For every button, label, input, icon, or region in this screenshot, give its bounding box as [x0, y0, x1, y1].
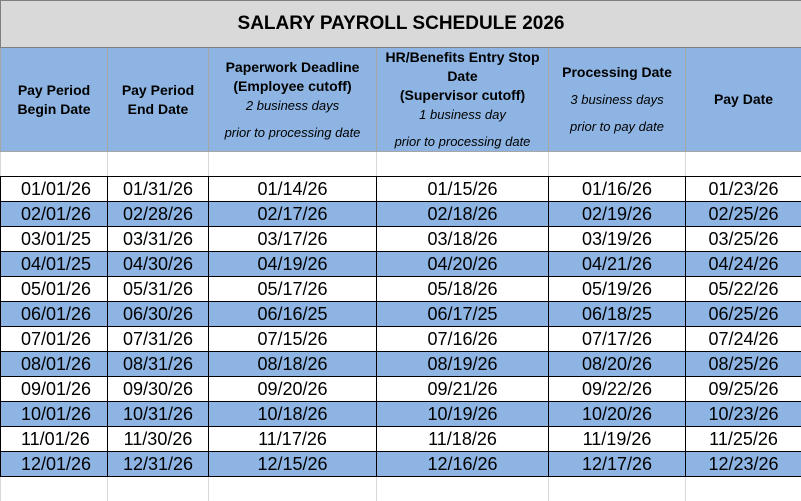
blank-cell[interactable] [1, 152, 108, 177]
begin-date-cell[interactable]: 04/01/25 [1, 252, 108, 277]
hr-stop-date-cell[interactable]: 03/18/26 [377, 227, 549, 252]
hr-stop-date-cell[interactable]: 11/18/26 [377, 427, 549, 452]
end-date-cell[interactable]: 05/31/26 [108, 277, 209, 302]
begin-date-cell[interactable]: 12/01/26 [1, 452, 108, 477]
end-date-cell[interactable]: 08/31/26 [108, 352, 209, 377]
end-date-cell[interactable]: 07/31/26 [108, 327, 209, 352]
blank-cell[interactable] [377, 152, 549, 177]
processing-date-cell[interactable]: 11/19/26 [549, 427, 686, 452]
blank-cell[interactable] [108, 152, 209, 177]
paperwork-deadline-cell[interactable]: 11/17/26 [209, 427, 377, 452]
pay-date-cell[interactable]: 12/23/26 [686, 452, 801, 477]
blank-cell[interactable] [686, 477, 801, 501]
pay-date-cell[interactable]: 11/25/26 [686, 427, 801, 452]
table-row [1, 402, 801, 427]
table-row [1, 427, 801, 452]
hr-stop-date-cell[interactable]: 05/18/26 [377, 277, 549, 302]
header-paperwork-note2: prior to processing date [209, 123, 376, 142]
hr-stop-date-cell[interactable]: 07/16/26 [377, 327, 549, 352]
hr-stop-date-cell[interactable]: 09/21/26 [377, 377, 549, 402]
hr-stop-date-cell[interactable]: 02/18/26 [377, 202, 549, 227]
pay-date-cell[interactable]: 09/25/26 [686, 377, 801, 402]
table-row [1, 352, 801, 377]
begin-date-cell[interactable]: 02/01/26 [1, 202, 108, 227]
processing-date-cell[interactable]: 07/17/26 [549, 327, 686, 352]
hr-stop-date-cell[interactable]: 01/15/26 [377, 177, 549, 202]
sheet-title[interactable]: SALARY PAYROLL SCHEDULE 2026 [1, 1, 801, 48]
paperwork-deadline-cell[interactable]: 01/14/26 [209, 177, 377, 202]
table-row [1, 302, 801, 327]
blank-cell[interactable] [377, 477, 549, 501]
header-row [1, 48, 801, 152]
table-row [1, 202, 801, 227]
processing-date-cell[interactable]: 09/22/26 [549, 377, 686, 402]
paperwork-deadline-cell[interactable]: 08/18/26 [209, 352, 377, 377]
blank-cell[interactable] [209, 152, 377, 177]
header-hr-note2: prior to processing date [377, 132, 548, 151]
paperwork-deadline-cell[interactable]: 03/17/26 [209, 227, 377, 252]
paperwork-deadline-cell[interactable]: 04/19/26 [209, 252, 377, 277]
header-end-date[interactable] [108, 48, 209, 152]
begin-date-cell[interactable]: 07/01/26 [1, 327, 108, 352]
header-processing-title: Processing Date [549, 63, 685, 82]
header-hr-subtitle: (Supervisor cutoff) [377, 86, 548, 105]
table-row [1, 327, 801, 352]
processing-date-cell[interactable]: 04/21/26 [549, 252, 686, 277]
paperwork-deadline-cell[interactable]: 12/15/26 [209, 452, 377, 477]
begin-date-cell[interactable]: 08/01/26 [1, 352, 108, 377]
end-date-cell[interactable]: 09/30/26 [108, 377, 209, 402]
processing-date-cell[interactable]: 10/20/26 [549, 402, 686, 427]
end-date-cell[interactable]: 11/30/26 [108, 427, 209, 452]
pay-date-cell[interactable]: 01/23/26 [686, 177, 801, 202]
blank-cell[interactable] [108, 477, 209, 501]
end-date-cell[interactable]: 02/28/26 [108, 202, 209, 227]
hr-stop-date-cell[interactable]: 04/20/26 [377, 252, 549, 277]
begin-date-cell[interactable]: 05/01/26 [1, 277, 108, 302]
hr-stop-date-cell[interactable]: 06/17/25 [377, 302, 549, 327]
begin-date-cell[interactable]: 06/01/26 [1, 302, 108, 327]
processing-date-cell[interactable]: 12/17/26 [549, 452, 686, 477]
begin-date-cell[interactable]: 09/01/26 [1, 377, 108, 402]
begin-date-cell[interactable]: 11/01/26 [1, 427, 108, 452]
blank-cell[interactable] [1, 477, 108, 501]
hr-stop-date-cell[interactable]: 08/19/26 [377, 352, 549, 377]
header-begin-date[interactable] [1, 48, 108, 152]
end-date-cell[interactable]: 12/31/26 [108, 452, 209, 477]
hr-stop-date-cell[interactable]: 12/16/26 [377, 452, 549, 477]
blank-cell[interactable] [549, 152, 686, 177]
begin-date-cell[interactable]: 01/01/26 [1, 177, 108, 202]
table-row [1, 252, 801, 277]
paperwork-deadline-cell[interactable]: 05/17/26 [209, 277, 377, 302]
header-hr-title: HR/Benefits Entry Stop Date [377, 48, 548, 86]
header-paperwork-deadline[interactable] [209, 48, 377, 152]
begin-date-cell[interactable]: 10/01/26 [1, 402, 108, 427]
header-hr-stop-date[interactable] [377, 48, 549, 152]
processing-date-cell[interactable]: 05/19/26 [549, 277, 686, 302]
blank-cell[interactable] [549, 477, 686, 501]
begin-date-cell[interactable]: 03/01/25 [1, 227, 108, 252]
header-begin-label: Pay Period Begin Date [1, 81, 107, 119]
blank-cell[interactable] [209, 477, 377, 501]
hr-stop-date-cell[interactable]: 10/19/26 [377, 402, 549, 427]
pay-date-cell[interactable]: 06/25/26 [686, 302, 801, 327]
pay-date-cell[interactable]: 04/24/26 [686, 252, 801, 277]
trailing-blank-row [1, 477, 801, 501]
table-row [1, 452, 801, 477]
paperwork-deadline-cell[interactable]: 10/18/26 [209, 402, 377, 427]
pay-date-cell[interactable]: 02/25/26 [686, 202, 801, 227]
header-processing-note2: prior to pay date [549, 117, 685, 136]
header-hr-note1: 1 business day [377, 105, 548, 124]
table-row [1, 177, 801, 202]
header-processing-date[interactable] [549, 48, 686, 152]
header-paperwork-subtitle: (Employee cutoff) [209, 77, 376, 96]
end-date-cell[interactable]: 01/31/26 [108, 177, 209, 202]
pay-date-cell[interactable]: 08/25/26 [686, 352, 801, 377]
processing-date-cell[interactable]: 06/18/25 [549, 302, 686, 327]
processing-date-cell[interactable]: 02/19/26 [549, 202, 686, 227]
pay-date-cell[interactable]: 05/22/26 [686, 277, 801, 302]
paperwork-deadline-cell[interactable]: 07/15/26 [209, 327, 377, 352]
header-paperwork-title: Paperwork Deadline [209, 58, 376, 77]
processing-date-cell[interactable]: 03/19/26 [549, 227, 686, 252]
table-row [1, 277, 801, 302]
end-date-cell[interactable]: 03/31/26 [108, 227, 209, 252]
blank-row [1, 152, 801, 177]
blank-cell[interactable] [686, 152, 801, 177]
title-row [1, 1, 801, 48]
pay-date-cell[interactable]: 10/23/26 [686, 402, 801, 427]
header-processing-note1: 3 business days [549, 90, 685, 109]
processing-date-cell[interactable]: 01/16/26 [549, 177, 686, 202]
processing-date-cell[interactable]: 08/20/26 [549, 352, 686, 377]
pay-date-cell[interactable]: 07/24/26 [686, 327, 801, 352]
header-pay-date[interactable] [686, 48, 801, 152]
end-date-cell[interactable]: 04/30/26 [108, 252, 209, 277]
paperwork-deadline-cell[interactable]: 06/16/25 [209, 302, 377, 327]
pay-date-cell[interactable]: 03/25/26 [686, 227, 801, 252]
header-paperwork-note1: 2 business days [209, 96, 376, 115]
end-date-cell[interactable]: 06/30/26 [108, 302, 209, 327]
end-date-cell[interactable]: 10/31/26 [108, 402, 209, 427]
table-row [1, 377, 801, 402]
header-pay-label: Pay Date [686, 90, 801, 109]
paperwork-deadline-cell[interactable]: 02/17/26 [209, 202, 377, 227]
header-end-label: Pay Period End Date [108, 81, 208, 119]
paperwork-deadline-cell[interactable]: 09/20/26 [209, 377, 377, 402]
table-row [1, 227, 801, 252]
